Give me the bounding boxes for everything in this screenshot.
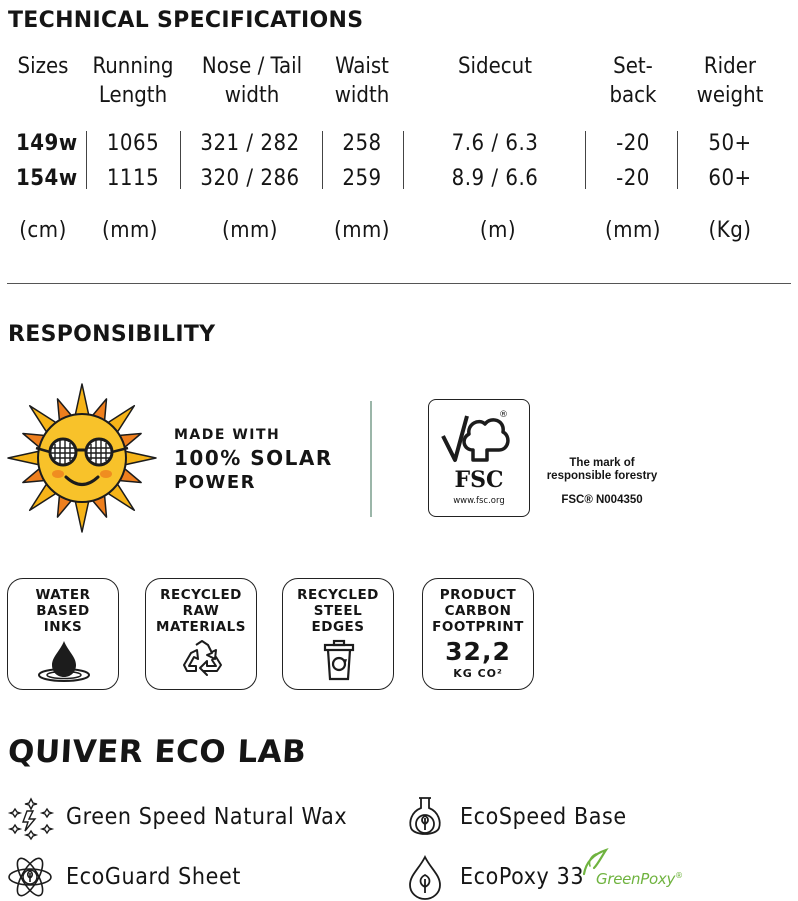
- fsc-mark-text: [540, 457, 664, 483]
- sun-ray: [75, 499, 89, 532]
- fsc-url: www.fsc.org: [453, 496, 505, 506]
- eco-item-label: EcoPoxy 33: [460, 864, 585, 890]
- unit-cell: (m): [479, 218, 517, 243]
- column-divider: [86, 131, 87, 189]
- solar-fsc-divider: [370, 401, 372, 517]
- sun-ray: [8, 451, 41, 465]
- spec-title: TECHNICAL SPECIFICATIONS: [8, 8, 364, 33]
- eco-lab-title: QUIVER ECO LAB: [7, 734, 308, 770]
- responsibility-title: RESPONSIBILITY: [8, 322, 216, 347]
- fsc-mark-line-2: responsible forestry: [546, 470, 658, 482]
- badge-water-based-inks: [7, 578, 119, 690]
- header-sidecut: Sidecut: [457, 54, 532, 79]
- carbon-value: 32,2: [445, 637, 511, 666]
- badge-label: RECYCLED RAW MATERIALS: [156, 587, 246, 635]
- table-cell-size: 154w: [16, 166, 78, 191]
- solar-line-3: POWER: [174, 472, 257, 493]
- sun-mascot-icon: [6, 382, 158, 534]
- unit-cell: (mm): [604, 218, 661, 243]
- column-divider: [677, 131, 678, 189]
- table-cell: 320 / 286: [200, 166, 300, 191]
- column-divider: [585, 131, 586, 189]
- unit-cell: (Kg): [708, 218, 752, 243]
- table-cell: 259: [342, 166, 382, 191]
- fsc-tree-icon: [437, 408, 521, 470]
- table-cell-size: 149w: [16, 131, 78, 156]
- table-cell: 60+: [708, 166, 752, 191]
- sparkle-bolt-icon: [7, 797, 55, 841]
- flask-leaf-icon: [405, 794, 445, 842]
- greenpoxy-registered-mark: ®: [675, 871, 683, 880]
- column-divider: [403, 131, 404, 189]
- header-sizes: Sizes: [17, 54, 69, 79]
- sun-ray: [75, 384, 89, 417]
- eco-item-label: EcoGuard Sheet: [66, 864, 241, 890]
- table-cell: 321 / 282: [200, 131, 300, 156]
- table-cell: 50+: [708, 131, 752, 156]
- table-cell: -20: [616, 166, 650, 191]
- badge-label: RECYCLED STEEL EDGES: [297, 587, 379, 635]
- header-running-length: Running Length: [92, 54, 174, 108]
- unit-cell: (mm): [101, 218, 158, 243]
- eco-item-label: EcoSpeed Base: [460, 804, 627, 830]
- sun-ray: [123, 451, 156, 465]
- badge-carbon-footprint: [422, 578, 534, 690]
- drop-leaf-icon: [407, 855, 443, 901]
- eco-item-label: Green Speed Natural Wax: [66, 804, 348, 830]
- table-cell: -20: [616, 131, 650, 156]
- badge-label: PRODUCT CARBON FOOTPRINT: [432, 587, 524, 635]
- badge-label: WATER BASED INKS: [35, 587, 91, 635]
- header-nose-tail: Nose / Tail width: [201, 54, 303, 108]
- fsc-registered-mark: ®: [499, 410, 508, 420]
- recycle-icon: [179, 639, 225, 681]
- header-setback: Set- back: [609, 54, 657, 108]
- recycle-bin-icon: [321, 639, 357, 683]
- atom-leaf-icon: [6, 855, 54, 899]
- column-divider: [322, 131, 323, 189]
- section-divider: [7, 283, 791, 284]
- table-cell: 258: [342, 131, 382, 156]
- header-rider-weight: Rider weight: [696, 54, 764, 108]
- greenpoxy-logo: [596, 870, 683, 888]
- unit-cell: (mm): [333, 218, 390, 243]
- unit-cell: (cm): [19, 218, 67, 243]
- fsc-mark-line-1: The mark of: [569, 457, 635, 469]
- unit-cell: (mm): [221, 218, 278, 243]
- fsc-code: FSC® N004350: [561, 494, 643, 506]
- badge-recycled-raw-materials: [145, 578, 257, 690]
- fsc-logo-text: FSC: [454, 467, 504, 493]
- water-drop-icon: [36, 639, 92, 683]
- fsc-logo: [428, 399, 530, 517]
- table-cell: 8.9 / 6.6: [451, 166, 539, 191]
- header-waist: Waist width: [334, 54, 390, 108]
- badge-recycled-steel-edges: [282, 578, 394, 690]
- column-divider: [180, 131, 181, 189]
- table-cell: 7.6 / 6.3: [451, 131, 539, 156]
- table-cell: 1115: [106, 166, 160, 191]
- greenpoxy-text: GreenPoxy: [596, 870, 676, 888]
- table-cell: 1065: [106, 131, 160, 156]
- solar-line-2: 100% SOLAR: [174, 446, 333, 470]
- carbon-unit: KG CO²: [453, 667, 503, 680]
- solar-line-1: MADE WITH: [174, 427, 281, 443]
